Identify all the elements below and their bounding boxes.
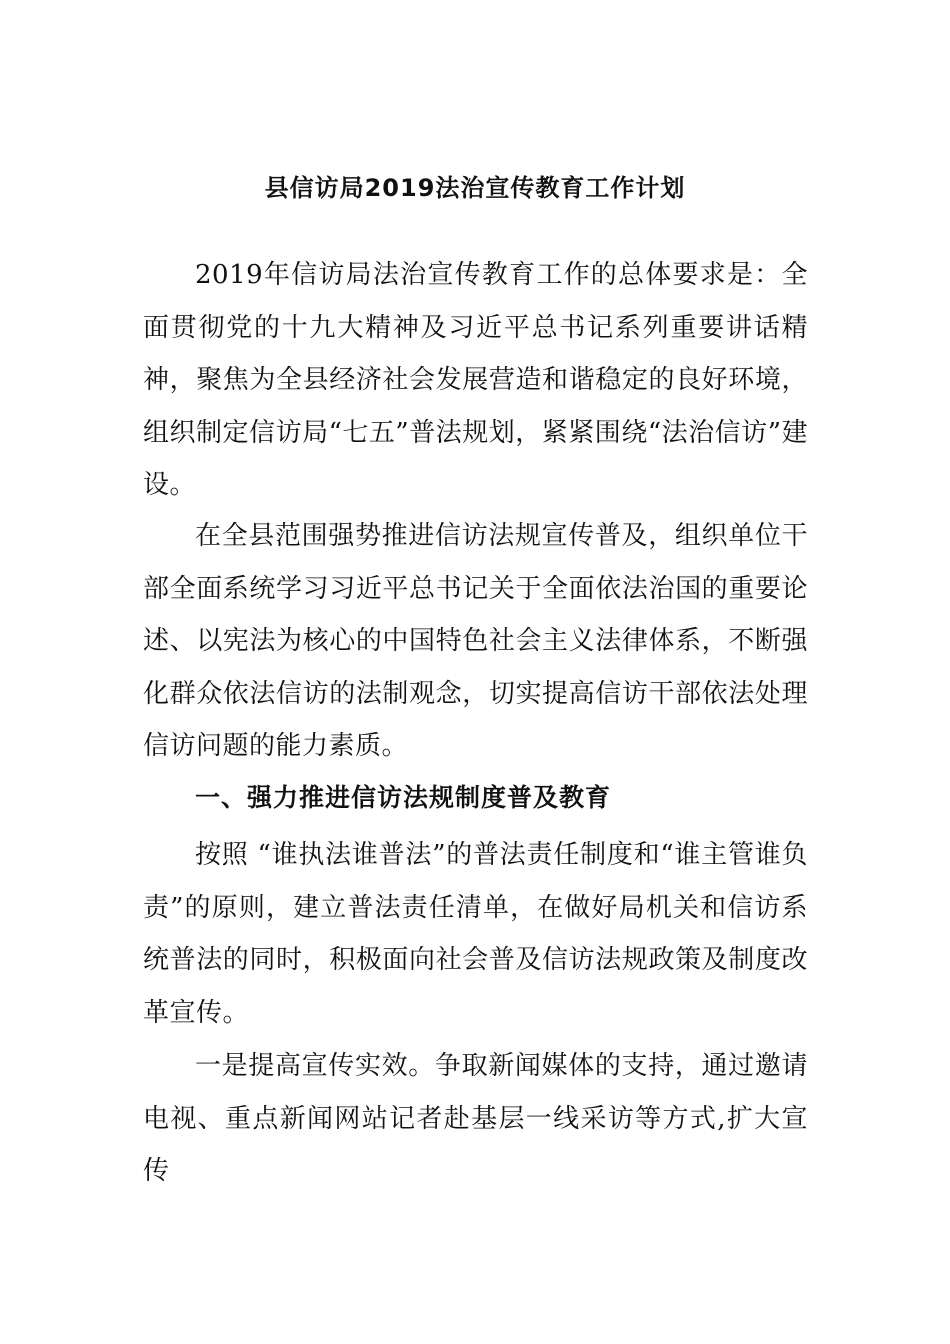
section-heading-1: 一、强力推进信访法规制度普及教育 — [195, 783, 612, 812]
section-paragraph-2: 一是提高宣传实效。争取新闻媒体的支持，通过邀请电视、重点新闻网站记者赴基层一线采访等方式,扩大宣传 — [143, 1051, 808, 1186]
section-paragraph-1: 按照 “谁执法谁普法”的普法责任制度和“谁主管谁负责”的原则，建立普法责任清单，在做好局机关和信访系统普法的同时，积极面向社会普及信访法规政策及制度改革宣传。 — [143, 840, 808, 1028]
document-title: 县信访局2019法治宣传教育工作计划 — [264, 174, 686, 202]
body-paragraph-2: 在全县范围强势推进信访法规宣传普及，组织单位干部全面系统学习习近平总书记关于全面依法治国的重要论述、以宪法为核心的中国特色社会主义法律体系，不断强化群众依法信访的法制观念，切实提高信访干部依法处理信访问题的能力素质。 — [143, 521, 808, 761]
body-paragraph-1: 2019年信访局法治宣传教育工作的总体要求是：全面贯彻党的十九大精神及习近平总书记系列重要讲话精神，聚焦为全县经济社会发展营造和谐稳定的良好环境，组织制定信访局“七五”普法规划，紧紧围绕“法治信访”建设。 — [143, 260, 808, 500]
